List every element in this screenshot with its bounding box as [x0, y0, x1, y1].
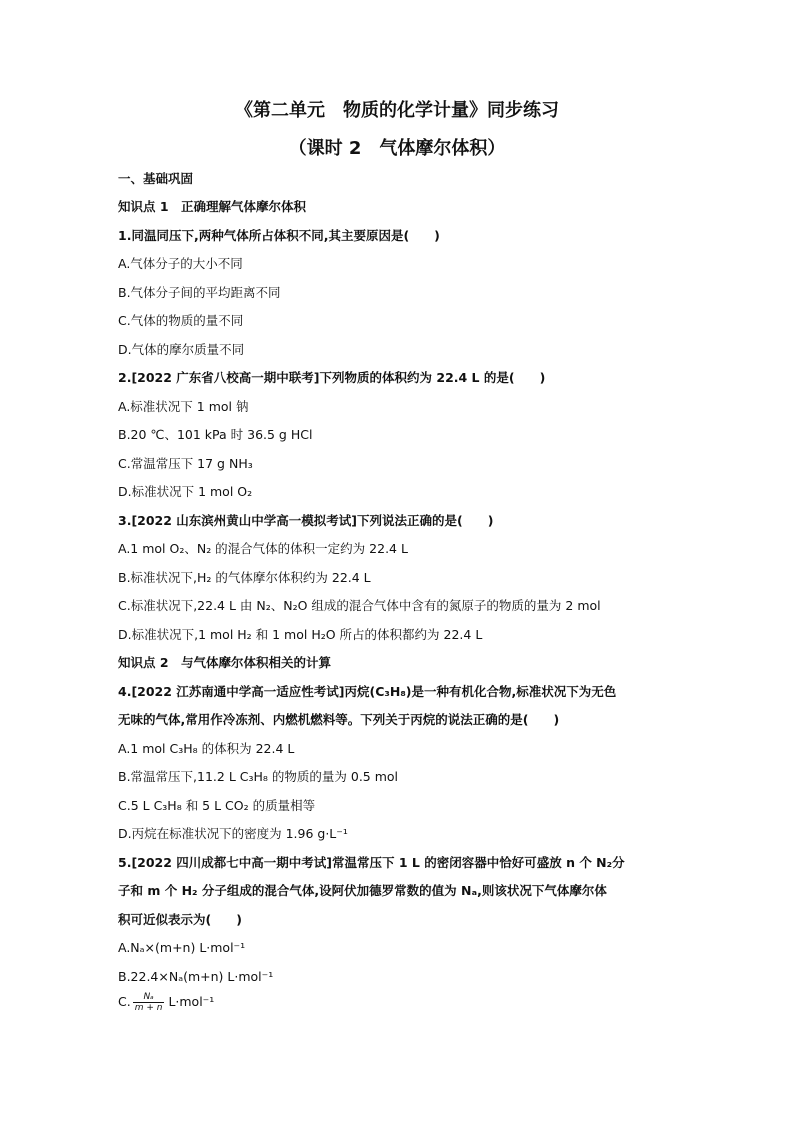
- q3-option-d: D.标准状况下,1 mol H₂ 和 1 mol H₂O 所占的体积都约为 22.4 L: [118, 627, 483, 642]
- q2-option-c: C.常温常压下 17 g NH₃: [118, 456, 253, 471]
- knowledge-point-1: 知识点 1 正确理解气体摩尔体积: [118, 199, 307, 214]
- q5-option-c: [118, 992, 214, 1013]
- q1-option-d: D.气体的摩尔质量不同: [118, 342, 245, 357]
- question-5-stem-line2: 子和 m 个 H₂ 分子组成的混合气体,设阿伏加德罗常数的值为 Nₐ,则该状况下气体摩尔体: [118, 883, 607, 898]
- q4-option-b: B.常温常压下,11.2 L C₃H₈ 的物质的量为 0.5 mol: [118, 769, 399, 784]
- question-2-stem: 2.[2022 广东省八校高一期中联考]下列物质的体积约为 22.4 L 的是( ): [118, 370, 546, 385]
- q5-option-c-prefix: C.: [118, 994, 131, 1009]
- q2-option-a: A.标准状况下 1 mol 钠: [118, 399, 249, 414]
- q5-option-a: A.Nₐ×(m+n) L·mol⁻¹: [118, 940, 246, 955]
- q5-option-c-fraction: [133, 992, 165, 1013]
- q1-option-b: B.气体分子间的平均距离不同: [118, 285, 281, 300]
- page-subtitle: （课时 2 气体摩尔体积）: [288, 138, 506, 159]
- q4-option-d: D.丙烷在标准状况下的密度为 1.96 g·L⁻¹: [118, 826, 348, 841]
- q3-option-a: A.1 mol O₂、N₂ 的混合气体的体积一定约为 22.4 L: [118, 541, 408, 556]
- q5-option-b: B.22.4×Nₐ(m+n) L·mol⁻¹: [118, 969, 274, 984]
- q2-option-b: B.20 ℃、101 kPa 时 36.5 g HCl: [118, 427, 313, 442]
- q4-option-a: A.1 mol C₃H₈ 的体积为 22.4 L: [118, 741, 295, 756]
- q1-option-a: A.气体分子的大小不同: [118, 256, 243, 271]
- question-5-stem-line1: 5.[2022 四川成都七中高一期中考试]常温常压下 1 L 的密闭容器中恰好可盛放 n 个 N₂分: [118, 855, 625, 870]
- question-3-stem: 3.[2022 山东滨州黄山中学高一模拟考试]下列说法正确的是( ): [118, 513, 494, 528]
- section-heading: 一、基础巩固: [118, 171, 194, 186]
- q3-option-b: B.标准状况下,H₂ 的气体摩尔体积约为 22.4 L: [118, 570, 371, 585]
- q1-option-c: C.气体的物质的量不同: [118, 313, 244, 328]
- q5-option-c-unit: L·mol⁻¹: [168, 994, 215, 1009]
- question-1-stem: 1.同温同压下,两种气体所占体积不同,其主要原因是( ): [118, 228, 440, 243]
- q4-option-c: C.5 L C₃H₈ 和 5 L CO₂ 的质量相等: [118, 798, 316, 813]
- question-5-stem-line3: 积可近似表示为( ): [118, 912, 242, 927]
- fraction-numerator: Nₐ: [133, 992, 165, 1003]
- page-title: 《第二单元 物质的化学计量》同步练习: [235, 100, 559, 121]
- question-4-stem-line1: 4.[2022 江苏南通中学高一适应性考试]丙烷(C₃H₈)是一种有机化合物,标准状况下为无色: [118, 684, 617, 699]
- knowledge-point-2: 知识点 2 与气体摩尔体积相关的计算: [118, 655, 332, 670]
- q2-option-d: D.标准状况下 1 mol O₂: [118, 484, 253, 499]
- q3-option-c: C.标准状况下,22.4 L 由 N₂、N₂O 组成的混合气体中含有的氮原子的物质的量为 2 mol: [118, 598, 601, 613]
- fraction-denominator: m + n: [134, 1003, 163, 1013]
- question-4-stem-line2: 无味的气体,常用作冷冻剂、内燃机燃料等。下列关于丙烷的说法正确的是( ): [118, 712, 560, 727]
